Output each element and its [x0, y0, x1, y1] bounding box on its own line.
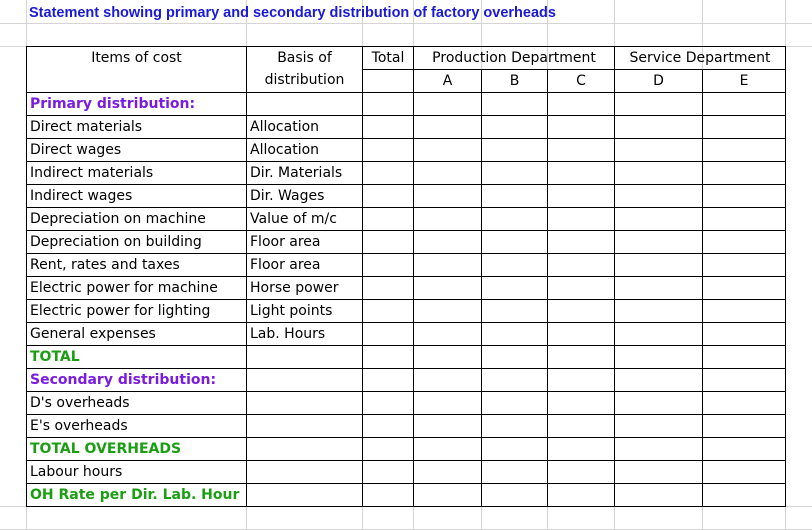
total-value-cell[interactable] — [363, 461, 414, 484]
basis-cell[interactable]: Dir. Wages — [247, 185, 363, 208]
dept-e-value-cell[interactable] — [703, 461, 786, 484]
dept-e-value-cell[interactable] — [703, 369, 786, 392]
total-value-cell[interactable] — [363, 484, 414, 507]
basis-cell[interactable] — [247, 392, 363, 415]
cost-item-cell[interactable]: General expenses — [27, 323, 247, 346]
dept-a-value-cell[interactable] — [414, 254, 482, 277]
total-value-cell[interactable] — [363, 346, 414, 369]
dept-b-value-cell[interactable] — [482, 139, 548, 162]
header-col-b[interactable]: B — [482, 70, 548, 93]
basis-cell[interactable]: Floor area — [247, 254, 363, 277]
dept-a-value-cell[interactable] — [414, 300, 482, 323]
dept-c-value-cell[interactable] — [548, 139, 615, 162]
dept-a-value-cell[interactable] — [414, 93, 482, 116]
cost-item-cell[interactable]: Indirect wages — [27, 185, 247, 208]
table-row — [27, 369, 786, 392]
cost-item-cell[interactable]: Indirect materials — [27, 162, 247, 185]
basis-cell[interactable] — [247, 415, 363, 438]
cost-item-cell[interactable]: Primary distribution: — [27, 93, 247, 116]
dept-e-value-cell[interactable] — [703, 484, 786, 507]
dept-b-value-cell[interactable] — [482, 185, 548, 208]
dept-d-value-cell[interactable] — [615, 116, 703, 139]
dept-c-value-cell[interactable] — [548, 346, 615, 369]
dept-e-value-cell[interactable] — [703, 415, 786, 438]
dept-c-value-cell[interactable] — [548, 369, 615, 392]
cost-item-cell[interactable]: Rent, rates and taxes — [27, 254, 247, 277]
table-row — [27, 300, 786, 323]
cost-item-cell[interactable]: Direct wages — [27, 139, 247, 162]
table-row — [27, 185, 786, 208]
cost-item-cell[interactable]: TOTAL — [27, 346, 247, 369]
table-row — [27, 438, 786, 461]
dept-a-value-cell[interactable] — [414, 438, 482, 461]
dept-a-value-cell[interactable] — [414, 231, 482, 254]
dept-c-value-cell[interactable] — [548, 185, 615, 208]
table-row — [27, 254, 786, 277]
dept-c-value-cell[interactable] — [548, 208, 615, 231]
dept-b-value-cell[interactable] — [482, 277, 548, 300]
dept-b-value-cell[interactable] — [482, 116, 548, 139]
dept-d-value-cell[interactable] — [615, 254, 703, 277]
header-production-department[interactable]: Production Department — [414, 47, 615, 70]
dept-d-value-cell[interactable] — [615, 346, 703, 369]
dept-b-value-cell[interactable] — [482, 162, 548, 185]
dept-a-value-cell[interactable] — [414, 484, 482, 507]
dept-e-value-cell[interactable] — [703, 300, 786, 323]
dept-e-value-cell[interactable] — [703, 162, 786, 185]
dept-c-value-cell[interactable] — [548, 484, 615, 507]
header-basis-line2: distribution — [264, 72, 345, 88]
table-row — [27, 323, 786, 346]
table-row — [27, 392, 786, 415]
dept-c-value-cell[interactable] — [548, 392, 615, 415]
basis-cell[interactable]: Light points — [247, 300, 363, 323]
basis-cell[interactable] — [247, 346, 363, 369]
dept-b-value-cell[interactable] — [482, 323, 548, 346]
dept-c-value-cell[interactable] — [548, 323, 615, 346]
total-value-cell[interactable] — [363, 392, 414, 415]
dept-e-value-cell[interactable] — [703, 392, 786, 415]
dept-e-value-cell[interactable] — [703, 116, 786, 139]
dept-e-value-cell[interactable] — [703, 139, 786, 162]
dept-c-value-cell[interactable] — [548, 300, 615, 323]
dept-c-value-cell[interactable] — [548, 415, 615, 438]
dept-c-value-cell[interactable] — [548, 254, 615, 277]
dept-e-value-cell[interactable] — [703, 208, 786, 231]
dept-b-value-cell[interactable] — [482, 415, 548, 438]
dept-b-value-cell[interactable] — [482, 300, 548, 323]
dept-d-value-cell[interactable] — [615, 323, 703, 346]
dept-d-value-cell[interactable] — [615, 231, 703, 254]
header-col-e[interactable]: E — [703, 70, 786, 93]
dept-a-value-cell[interactable] — [414, 208, 482, 231]
total-value-cell[interactable] — [363, 116, 414, 139]
total-value-cell[interactable] — [363, 323, 414, 346]
dept-e-value-cell[interactable] — [703, 323, 786, 346]
dept-a-value-cell[interactable] — [414, 346, 482, 369]
header-total[interactable]: Total — [363, 47, 414, 70]
dept-c-value-cell[interactable] — [548, 461, 615, 484]
cost-item-cell[interactable]: TOTAL OVERHEADS — [27, 438, 247, 461]
total-value-cell[interactable] — [363, 254, 414, 277]
cost-item-cell[interactable]: D's overheads — [27, 392, 247, 415]
dept-c-value-cell[interactable] — [548, 438, 615, 461]
total-value-cell[interactable] — [363, 93, 414, 116]
dept-a-value-cell[interactable] — [414, 415, 482, 438]
dept-a-value-cell[interactable] — [414, 392, 482, 415]
dept-d-value-cell[interactable] — [615, 93, 703, 116]
header-basis-line1: Basis of — [277, 50, 332, 66]
total-value-cell[interactable] — [363, 208, 414, 231]
dept-a-value-cell[interactable] — [414, 277, 482, 300]
basis-cell[interactable]: Floor area — [247, 231, 363, 254]
dept-d-value-cell[interactable] — [615, 277, 703, 300]
basis-cell[interactable] — [247, 369, 363, 392]
dept-b-value-cell[interactable] — [482, 461, 548, 484]
total-value-cell[interactable] — [363, 162, 414, 185]
dept-d-value-cell[interactable] — [615, 208, 703, 231]
header-col-a[interactable]: A — [414, 70, 482, 93]
dept-b-value-cell[interactable] — [482, 208, 548, 231]
dept-a-value-cell[interactable] — [414, 185, 482, 208]
table-row — [27, 208, 786, 231]
dept-d-value-cell[interactable] — [615, 392, 703, 415]
dept-e-value-cell[interactable] — [703, 93, 786, 116]
dept-b-value-cell[interactable] — [482, 254, 548, 277]
table-row — [27, 93, 786, 116]
cost-item-cell[interactable]: Depreciation on machine — [27, 208, 247, 231]
overhead-distribution-table — [26, 46, 786, 507]
table-row — [27, 461, 786, 484]
dept-a-value-cell[interactable] — [414, 461, 482, 484]
basis-cell[interactable]: Allocation — [247, 116, 363, 139]
dept-d-value-cell[interactable] — [615, 162, 703, 185]
dept-a-value-cell[interactable] — [414, 323, 482, 346]
basis-cell[interactable] — [247, 461, 363, 484]
dept-b-value-cell[interactable] — [482, 346, 548, 369]
dept-d-value-cell[interactable] — [615, 185, 703, 208]
basis-cell[interactable] — [247, 438, 363, 461]
dept-e-value-cell[interactable] — [703, 438, 786, 461]
basis-cell[interactable]: Value of m/c — [247, 208, 363, 231]
dept-d-value-cell[interactable] — [615, 369, 703, 392]
header-row-1 — [27, 47, 786, 70]
total-value-cell[interactable] — [363, 185, 414, 208]
cost-item-cell[interactable]: Direct materials — [27, 116, 247, 139]
total-value-cell[interactable] — [363, 231, 414, 254]
header-items-of-cost[interactable]: Items of cost — [27, 47, 247, 93]
dept-b-value-cell[interactable] — [482, 93, 548, 116]
dept-b-value-cell[interactable] — [482, 231, 548, 254]
table-row — [27, 116, 786, 139]
basis-cell[interactable]: Allocation — [247, 139, 363, 162]
cost-item-cell[interactable]: Labour hours — [27, 461, 247, 484]
basis-cell[interactable]: Dir. Materials — [247, 162, 363, 185]
header-col-d[interactable]: D — [615, 70, 703, 93]
dept-b-value-cell[interactable] — [482, 369, 548, 392]
table-row — [27, 139, 786, 162]
dept-e-value-cell[interactable] — [703, 185, 786, 208]
dept-a-value-cell[interactable] — [414, 139, 482, 162]
total-value-cell[interactable] — [363, 369, 414, 392]
total-value-cell[interactable] — [363, 438, 414, 461]
cost-item-cell[interactable]: Depreciation on building — [27, 231, 247, 254]
cost-item-cell[interactable]: E's overheads — [27, 415, 247, 438]
dept-d-value-cell[interactable] — [615, 415, 703, 438]
dept-b-value-cell[interactable] — [482, 392, 548, 415]
table-row — [27, 484, 786, 507]
dept-d-value-cell[interactable] — [615, 461, 703, 484]
dept-d-value-cell[interactable] — [615, 300, 703, 323]
basis-cell[interactable] — [247, 93, 363, 116]
dept-c-value-cell[interactable] — [548, 116, 615, 139]
basis-cell[interactable] — [247, 484, 363, 507]
dept-e-value-cell[interactable] — [703, 277, 786, 300]
total-value-cell[interactable] — [363, 277, 414, 300]
basis-cell[interactable]: Lab. Hours — [247, 323, 363, 346]
header-col-c[interactable]: C — [548, 70, 615, 93]
header-total-blank[interactable] — [363, 70, 414, 93]
table-row — [27, 162, 786, 185]
dept-d-value-cell[interactable] — [615, 139, 703, 162]
dept-d-value-cell[interactable] — [615, 484, 703, 507]
dept-c-value-cell[interactable] — [548, 93, 615, 116]
dept-c-value-cell[interactable] — [548, 231, 615, 254]
dept-a-value-cell[interactable] — [414, 369, 482, 392]
dept-e-value-cell[interactable] — [703, 254, 786, 277]
table-row — [27, 277, 786, 300]
dept-a-value-cell[interactable] — [414, 162, 482, 185]
dept-a-value-cell[interactable] — [414, 116, 482, 139]
total-value-cell[interactable] — [363, 300, 414, 323]
cost-item-cell[interactable]: OH Rate per Dir. Lab. Hour — [27, 484, 247, 507]
table-row — [27, 415, 786, 438]
header-basis-of-distribution[interactable] — [247, 47, 363, 93]
dept-c-value-cell[interactable] — [548, 162, 615, 185]
dept-b-value-cell[interactable] — [482, 438, 548, 461]
total-value-cell[interactable] — [363, 415, 414, 438]
basis-cell[interactable]: Horse power — [247, 277, 363, 300]
cost-item-cell[interactable]: Electric power for lighting — [27, 300, 247, 323]
header-service-department[interactable]: Service Department — [615, 47, 786, 70]
cost-item-cell[interactable]: Electric power for machine — [27, 277, 247, 300]
table-row — [27, 231, 786, 254]
dept-e-value-cell[interactable] — [703, 231, 786, 254]
dept-b-value-cell[interactable] — [482, 484, 548, 507]
dept-d-value-cell[interactable] — [615, 438, 703, 461]
total-value-cell[interactable] — [363, 139, 414, 162]
dept-c-value-cell[interactable] — [548, 277, 615, 300]
dept-e-value-cell[interactable] — [703, 346, 786, 369]
table-row — [27, 346, 786, 369]
sheet-title: Statement showing primary and secondary distribution of factory overheads — [29, 5, 556, 21]
cost-item-cell[interactable]: Secondary distribution: — [27, 369, 247, 392]
